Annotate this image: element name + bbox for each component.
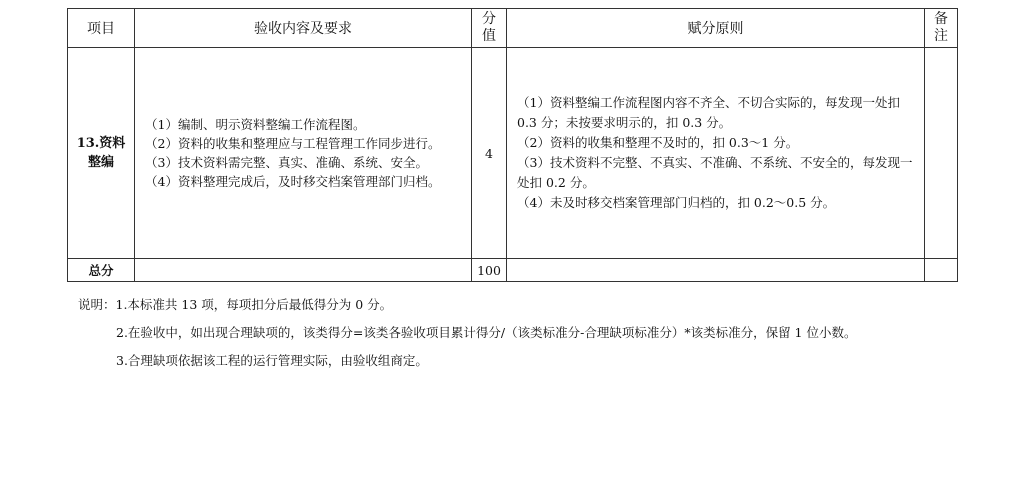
note-line: 说明：1.本标准共 13 项，每项扣分后最低得分为 0 分。 [78, 297, 393, 312]
total-row [68, 259, 958, 282]
total-label: 总分 [68, 259, 135, 282]
header-content: 验收内容及要求 [135, 9, 472, 48]
remark-cell [925, 48, 958, 259]
total-rules-cell [507, 259, 925, 282]
total-remark-cell [925, 259, 958, 282]
table-row [68, 48, 958, 259]
content-line: （2）资料的收集和整理应与工程管理工作同步进行。 [145, 136, 441, 151]
rule-line: （2）资料的收集和整理不及时的，扣 0.3～1 分。 [517, 135, 799, 150]
content-line: （3）技术资料需完整、真实、准确、系统、安全。 [145, 155, 428, 170]
evaluation-table [67, 8, 958, 282]
item-label-line: 13.资料 [76, 136, 126, 151]
item-cell [68, 48, 135, 259]
content-line: （1）编制、明示资料整编工作流程图。 [145, 117, 366, 132]
score-cell: 4 [472, 48, 507, 259]
header-remark-line: 注 [934, 28, 948, 44]
table-header-row [68, 9, 958, 48]
header-remark [925, 9, 958, 48]
content-cell [135, 48, 472, 259]
header-item: 项目 [68, 9, 135, 48]
notes [78, 291, 857, 375]
header-score [472, 9, 507, 48]
rule-line: （1）资料整编工作流程图内容不齐全、不切合实际的，每发现一处扣 0.3 分；未按要求明示的，扣 0.3 分。 [517, 95, 900, 130]
rule-line: （3）技术资料不完整、不真实、不准确、不系统、不安全的，每发现一处扣 0.2 分。 [517, 155, 913, 190]
header-score-line: 值 [482, 28, 496, 44]
rules-cell [507, 48, 925, 259]
note-line: 3.合理缺项依据该工程的运行管理实际，由验收组商定。 [116, 353, 428, 368]
header-remark-line: 备 [934, 11, 948, 27]
content-line: （4）资料整理完成后，及时移交档案管理部门归档。 [145, 174, 441, 189]
rule-line: （4）未及时移交档案管理部门归档的，扣 0.2～0.5 分。 [517, 195, 836, 210]
item-label-line: 整编 [87, 155, 114, 170]
total-content-cell [135, 259, 472, 282]
note-line: 2.在验收中，如出现合理缺项的，该类得分=该类各验收项目累计得分/（该类标准分-合理缺项标准分）*该类标准分，保留 1 位小数。 [116, 325, 857, 340]
total-score: 100 [472, 259, 507, 282]
header-rules: 赋分原则 [507, 9, 925, 48]
header-score-line: 分 [482, 11, 496, 27]
